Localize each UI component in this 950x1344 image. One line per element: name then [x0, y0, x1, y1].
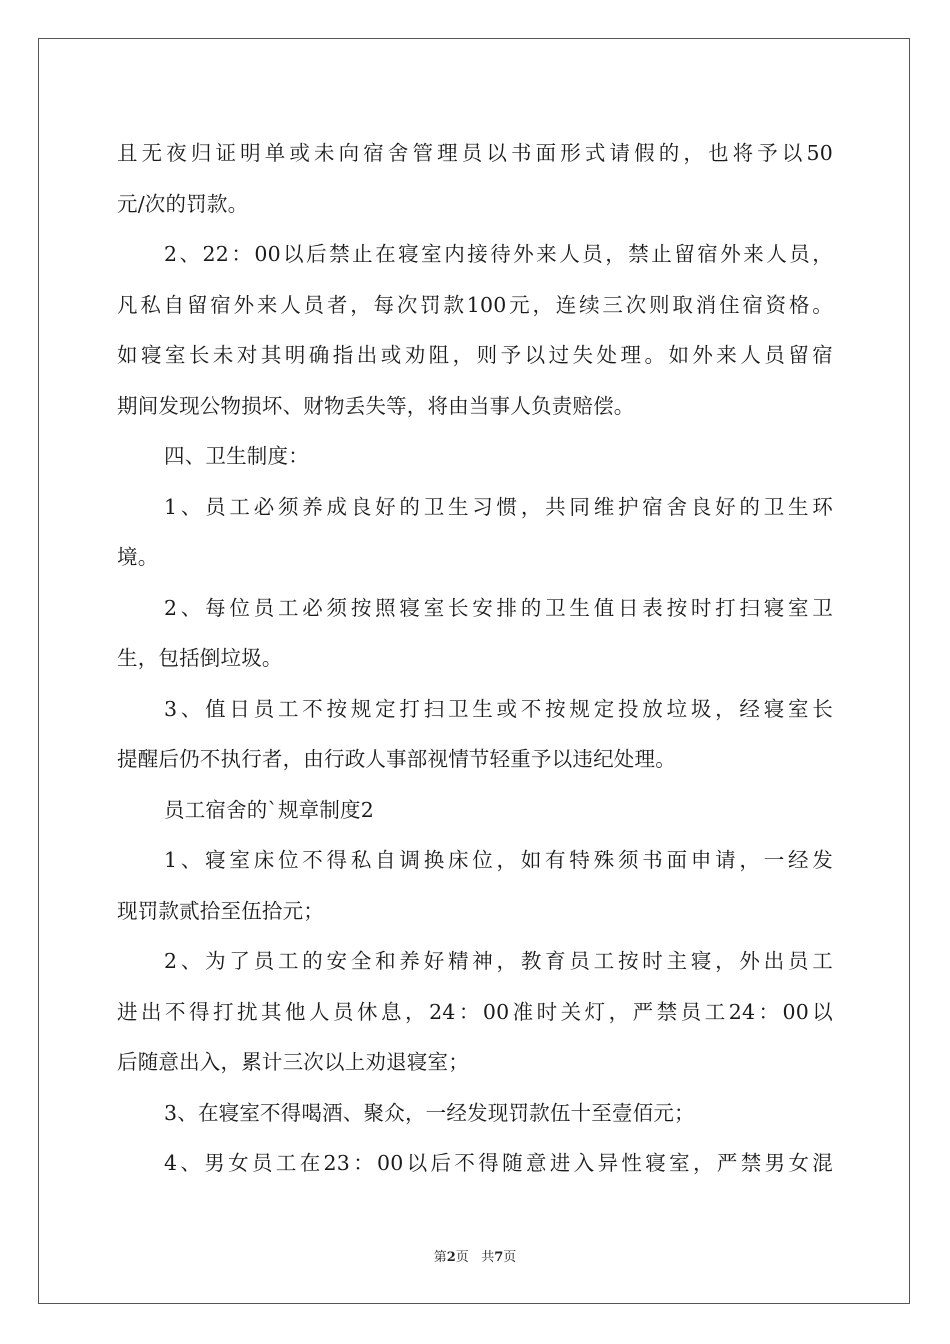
text-line: 进出不得打扰其他人员休息，24：00准时关灯，严禁员工24：00以 — [117, 999, 833, 1024]
text-line: 凡私自留宿外来人员者，每次罚款100元，连续三次则取消住宿资格。 — [117, 292, 833, 317]
text-line: 2、每位员工必须按照寝室长安排的卫生值日表按时打扫寝室卫 — [164, 595, 833, 620]
document-body — [117, 128, 833, 1189]
page-footer — [0, 1246, 950, 1265]
page-prefix: 第 — [433, 1250, 447, 1265]
text-line: 1、员工必须养成良好的卫生习惯，共同维护宿舍良好的卫生环 — [164, 494, 833, 519]
section-heading: 四、卫生制度： — [164, 444, 309, 468]
total-pages: 7 — [494, 1250, 504, 1265]
text-line: 4、男女员工在23：00以后不得随意进入异性寝室，严禁男女混 — [164, 1151, 833, 1175]
text-line: 现罚款贰拾至伍拾元； — [117, 898, 324, 923]
page-number: 2 — [446, 1250, 456, 1265]
text-line: 且无夜归证明单或未向宿舍管理员以书面形式请假的，也将予以50 — [117, 141, 833, 165]
text-line: 如寝室长未对其明确指出或劝阻，则予以过失处理。如外来人员留宿 — [117, 343, 833, 367]
text-line: 提醒后仍不执行者，由行政人事部视情节轻重予以违纪处理。 — [117, 747, 676, 771]
text-line: 3、值日员工不按规定打扫卫生或不按规定投放垃圾，经寝室长 — [164, 696, 833, 721]
text-line: 2、为了员工的安全和养好精神，教育员工按时主寝，外出员工 — [164, 949, 833, 973]
text-line: 3、在寝室不得喝酒、聚众，一经发现罚款伍十至壹佰元； — [164, 1100, 695, 1125]
text-line: 后随意出入，累计三次以上劝退寝室； — [117, 1050, 469, 1074]
section-heading: 员工宿舍的`规章制度2 — [164, 797, 374, 822]
text-line: 生，包括倒垃圾。 — [117, 646, 283, 670]
total-prefix: 共 — [481, 1250, 495, 1265]
text-line: 期间发现公物损坏、财物丢失等，将由当事人负责赔偿。 — [117, 393, 635, 418]
text-line: 1、寝室床位不得私自调换床位，如有特殊须书面申请，一经发 — [164, 848, 833, 872]
text-line: 元/次的罚款。 — [117, 191, 249, 216]
text-line: 境。 — [117, 545, 159, 569]
text-line: 2、22：00以后禁止在寝室内接待外来人员，禁止留宿外来人员， — [164, 242, 833, 266]
page-suffix: 页 — [455, 1250, 469, 1265]
total-suffix: 页 — [503, 1250, 517, 1265]
